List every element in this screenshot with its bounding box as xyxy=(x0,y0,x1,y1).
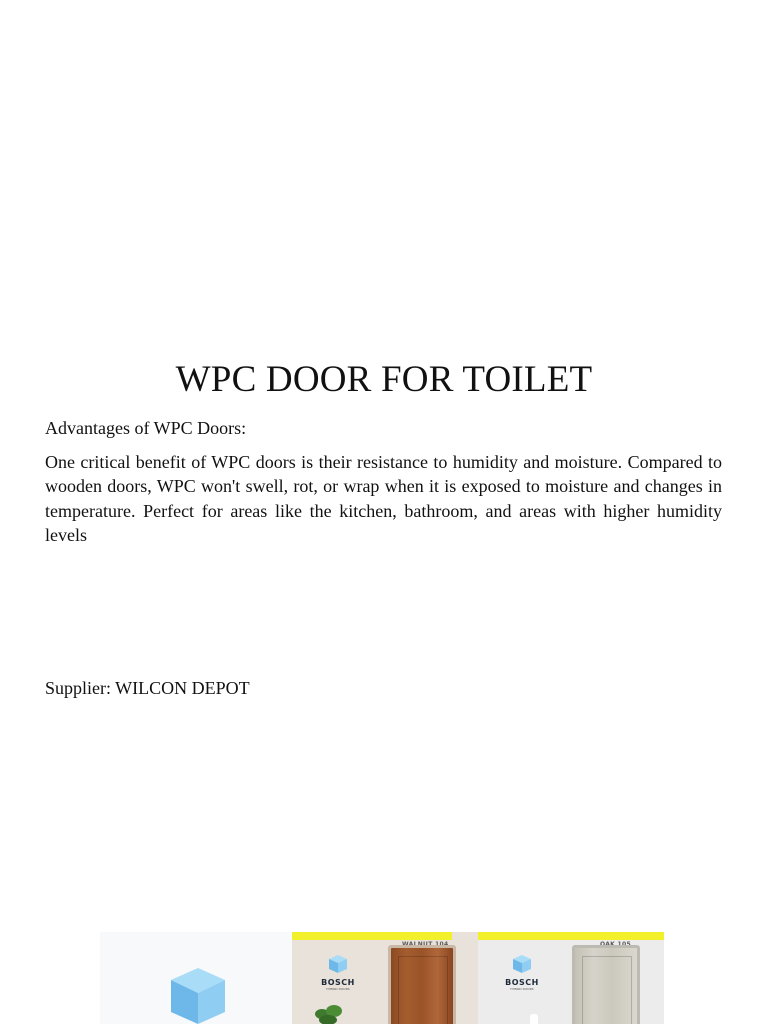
brand-name: BOSCH xyxy=(505,978,539,987)
yellow-banner xyxy=(478,932,664,940)
door-image-oak xyxy=(478,932,664,1024)
brand-logo xyxy=(492,954,552,994)
cube-image xyxy=(100,932,292,1024)
supplier-line: Supplier: WILCON DEPOT xyxy=(45,678,250,698)
door-inset xyxy=(582,956,632,1024)
product-image-strip xyxy=(100,932,664,1024)
door-model-tag: OAK 105 xyxy=(600,941,631,948)
door-image-walnut xyxy=(292,932,478,1024)
section-heading: Advantages of WPC Doors: xyxy=(45,418,247,438)
brand-subtitle: HYBRID DOORS xyxy=(510,987,534,991)
brand-name: BOSCH xyxy=(321,978,355,987)
yellow-banner xyxy=(292,932,452,940)
brand-cube-icon xyxy=(512,954,532,974)
door-model-tag: WALNUT 104 xyxy=(402,941,449,948)
plant-icon xyxy=(312,1002,346,1024)
page-title: WPC DOOR FOR TOILET xyxy=(175,359,593,400)
door-inset xyxy=(398,956,448,1024)
oak-door xyxy=(575,948,637,1024)
brand-logo xyxy=(308,954,368,994)
brand-cube-icon xyxy=(328,954,348,974)
cube-icon xyxy=(168,966,228,1024)
vase xyxy=(530,1014,538,1024)
body-paragraph: One critical benefit of WPC doors is their resistance to humidity and moisture. Compared to wooden doors, WPC won't swell, rot, or wrap when it is exposed to moisture and changes in temperature. Perfect for areas like the kitchen, bathroom, and areas with higher humidity levels xyxy=(45,452,722,545)
brand-subtitle: HYBRID DOORS xyxy=(326,987,350,991)
walnut-door xyxy=(391,948,453,1024)
